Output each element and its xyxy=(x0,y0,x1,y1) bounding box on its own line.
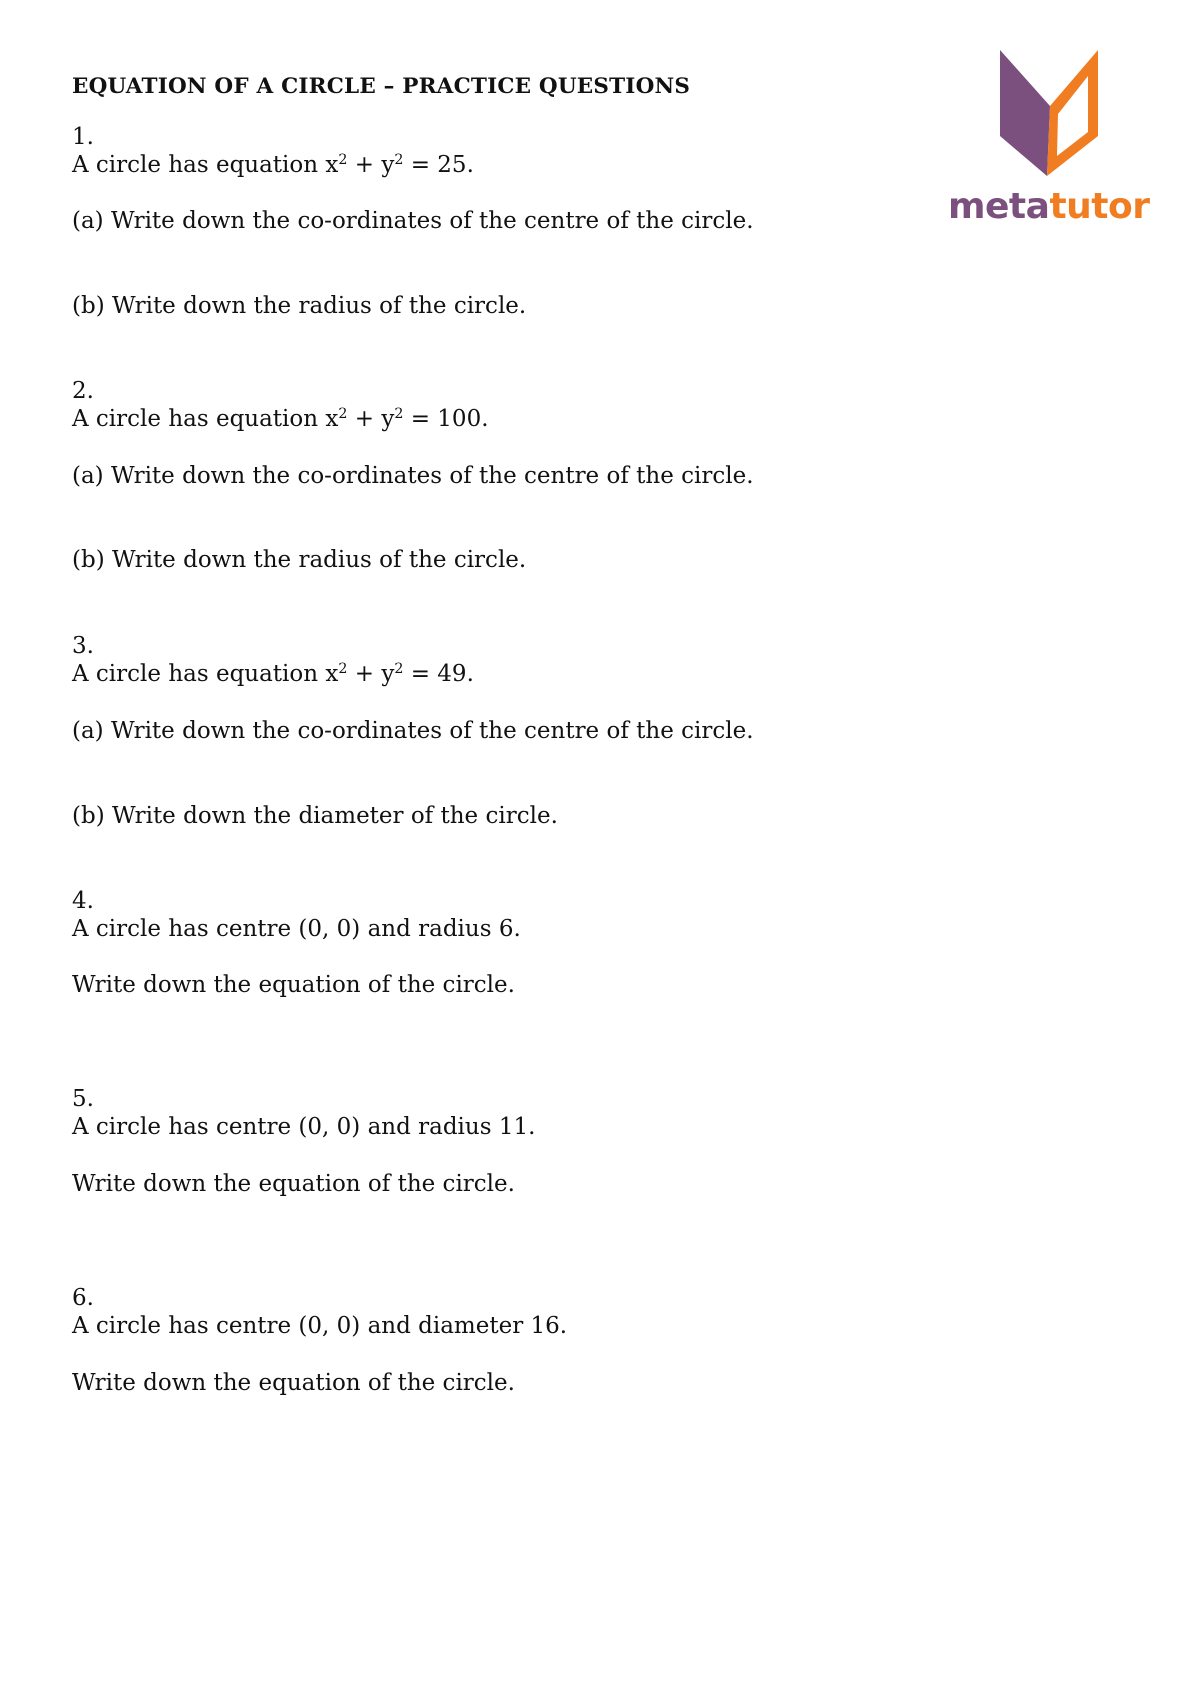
question-number: 4. xyxy=(72,888,94,914)
question-part-b: (b) Write down the diameter of the circle. xyxy=(72,803,558,829)
question-part-b: (b) Write down the radius of the circle. xyxy=(72,547,527,573)
question-part-a: (a) Write down the co-ordinates of the centre of the circle. xyxy=(72,718,754,744)
question-stem: A circle has centre (0, 0) and radius 11. xyxy=(72,1114,536,1140)
question-number: 5. xyxy=(72,1086,94,1112)
question-number: 2. xyxy=(72,378,94,404)
question-stem: A circle has centre (0, 0) and radius 6. xyxy=(72,916,521,942)
question-number: 1. xyxy=(72,124,94,150)
question-part-a: (a) Write down the co-ordinates of the centre of the circle. xyxy=(72,463,754,489)
metatutor-logo xyxy=(948,48,1148,238)
question-number: 6. xyxy=(72,1285,94,1311)
question-task: Write down the equation of the circle. xyxy=(72,1171,515,1197)
question-stem: A circle has equation $x^2 + y^2 = 100$. xyxy=(72,406,489,432)
question-task: Write down the equation of the circle. xyxy=(72,1370,515,1396)
question-stem: A circle has equation $x^2 + y^2 = 25$. xyxy=(72,152,474,178)
page-title: EQUATION OF A CIRCLE – PRACTICE QUESTIONS xyxy=(72,74,691,99)
question-number: 3. xyxy=(72,633,94,659)
logo-mark-icon xyxy=(948,48,1148,188)
question-stem: A circle has equation $x^2 + y^2 = 49$. xyxy=(72,661,474,687)
question-part-a: (a) Write down the co-ordinates of the centre of the circle. xyxy=(72,208,754,234)
logo-wordmark: metatutor xyxy=(948,186,1150,227)
logo-purple-face xyxy=(1000,50,1050,176)
question-task: Write down the equation of the circle. xyxy=(72,972,515,998)
question-stem: A circle has centre (0, 0) and diameter 16. xyxy=(72,1313,568,1339)
question-part-b: (b) Write down the radius of the circle. xyxy=(72,293,527,319)
